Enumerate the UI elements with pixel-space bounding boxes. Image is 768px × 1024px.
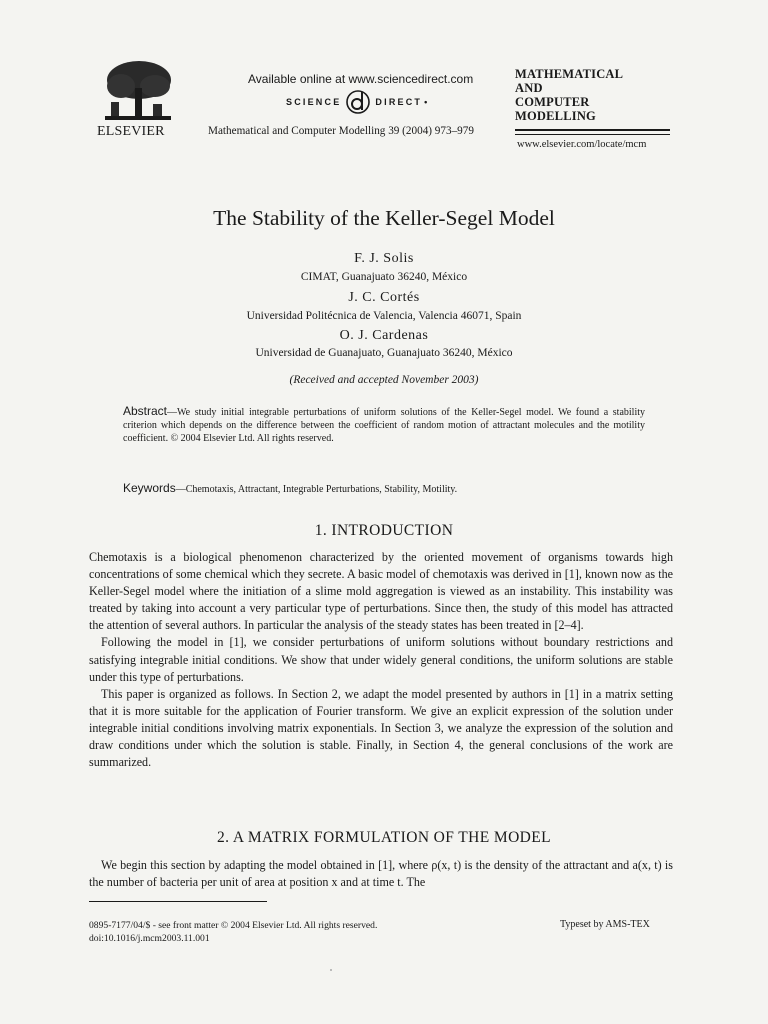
abstract: [123, 405, 645, 445]
author-affiliation: Universidad Politécnica de Valencia, Valencia 46071, Spain: [246, 310, 522, 322]
section-heading: 2. A MATRIX FORMULATION OF THE MODEL: [216, 829, 552, 846]
journal-name-box: [515, 67, 670, 135]
section-body: [89, 549, 673, 771]
elsevier-tree-icon: [97, 58, 177, 126]
author-name: J. C. Cortés: [348, 290, 420, 305]
journal-line: MATHEMATICAL: [515, 67, 624, 81]
section-heading: 1. INTRODUCTION: [314, 522, 454, 539]
keywords-text: —Chemotaxis, Attractant, Integrable Perturbations, Stability, Motility.: [175, 484, 458, 495]
keywords-label: Keywords: [123, 481, 176, 495]
sciencedirect-logo: [286, 88, 429, 116]
sd-left-text: SCIENCE: [286, 97, 342, 107]
footnote-rule: [89, 901, 267, 902]
received-date: (Received and accepted November 2003): [289, 374, 479, 386]
footnote: [89, 919, 377, 945]
article-title: The Stability of the Keller-Segel Model: [213, 206, 555, 230]
issn-line: 0895-7177/04/$ - see front matter © 2004 Elsevier Ltd. All rights reserved.: [89, 920, 378, 931]
typeset-note: Typeset by AMS-TEX: [560, 919, 650, 930]
publisher-name: ELSEVIER: [97, 124, 165, 139]
keywords: [123, 481, 645, 495]
journal-rule-thin: [515, 134, 670, 135]
paragraph: Following the model in [1], we consider perturbations of uniform solutions without boundary restrictions and satisfying integrable initial conditions. We show that under widely general conditions, the uniform solutions are stable under this type of perturbations.: [89, 635, 673, 684]
abstract-label: Abstract: [123, 404, 168, 418]
journal-line: AND: [515, 81, 543, 95]
journal-citation: Mathematical and Computer Modelling 39 (2004) 973–979: [208, 125, 474, 137]
section-body: [89, 857, 673, 891]
paragraph: Chemotaxis is a biological phenomenon characterized by the oriented movement of organisms towards high concentrations of some chemical which they secrete. A basic model of chemotaxis was derived in [1], known now as the Keller-Segel model where the initiation of a slime mold aggregation is viewed as an instability. This instability was treated by taking into account a very particular type of perturbations. Since then, the study of this model has attracted the attention of several authors. In particular the analysis of the steady states has been treated in [2–4].: [89, 550, 673, 633]
author-affiliation: CIMAT, Guanajuato 36240, México: [300, 271, 468, 283]
author-affiliation: Universidad de Guanajuato, Guanajuato 36240, México: [255, 347, 513, 359]
journal-rule: [515, 129, 670, 131]
paragraph: We begin this section by adapting the model obtained in [1], where ρ(x, t) is the density of the attractant and a(x, t) is the number of bacteria per unit of area at position x and at time t. The: [89, 858, 673, 890]
available-online: Available online at www.sciencedirect.com: [248, 72, 474, 86]
doi-line: doi:10.1016/j.mcm2003.11.001: [89, 933, 210, 944]
abstract-text: —We study initial integrable perturbations of uniform solutions of the Keller-Segel model. We found a stability criterion which depends on the difference between the coefficient of random motion of attractant molecules and the motility coefficient. © 2004 Elsevier Ltd. All rights reserved.: [123, 407, 645, 444]
sciencedirect-d-icon: [345, 89, 371, 115]
paragraph: This paper is organized as follows. In Section 2, we adapt the model presented by authors in [1] in a matrix setting that it is more suitable for the application of Fourier transform. We give an explicit expression of the solution under integrable initial conditions involving matrix exponentials. In Section 3, we analyze the expression of the solution and draw conditions under which the solution is stable. Finally, in Section 4, the general conclusions of the work are summarized.: [89, 686, 673, 770]
journal-line: COMPUTER: [515, 95, 590, 109]
sd-right-text: DIRECT: [375, 97, 423, 107]
sd-bullet: •: [424, 97, 430, 107]
author-name: F. J. Solis: [354, 251, 414, 266]
journal-line: MODELLING: [515, 109, 596, 123]
journal-url: www.elsevier.com/locate/mcm: [517, 139, 647, 150]
elsevier-logo: [97, 58, 179, 140]
author-name: O. J. Cardenas: [339, 328, 429, 343]
scan-speck: [330, 969, 332, 971]
